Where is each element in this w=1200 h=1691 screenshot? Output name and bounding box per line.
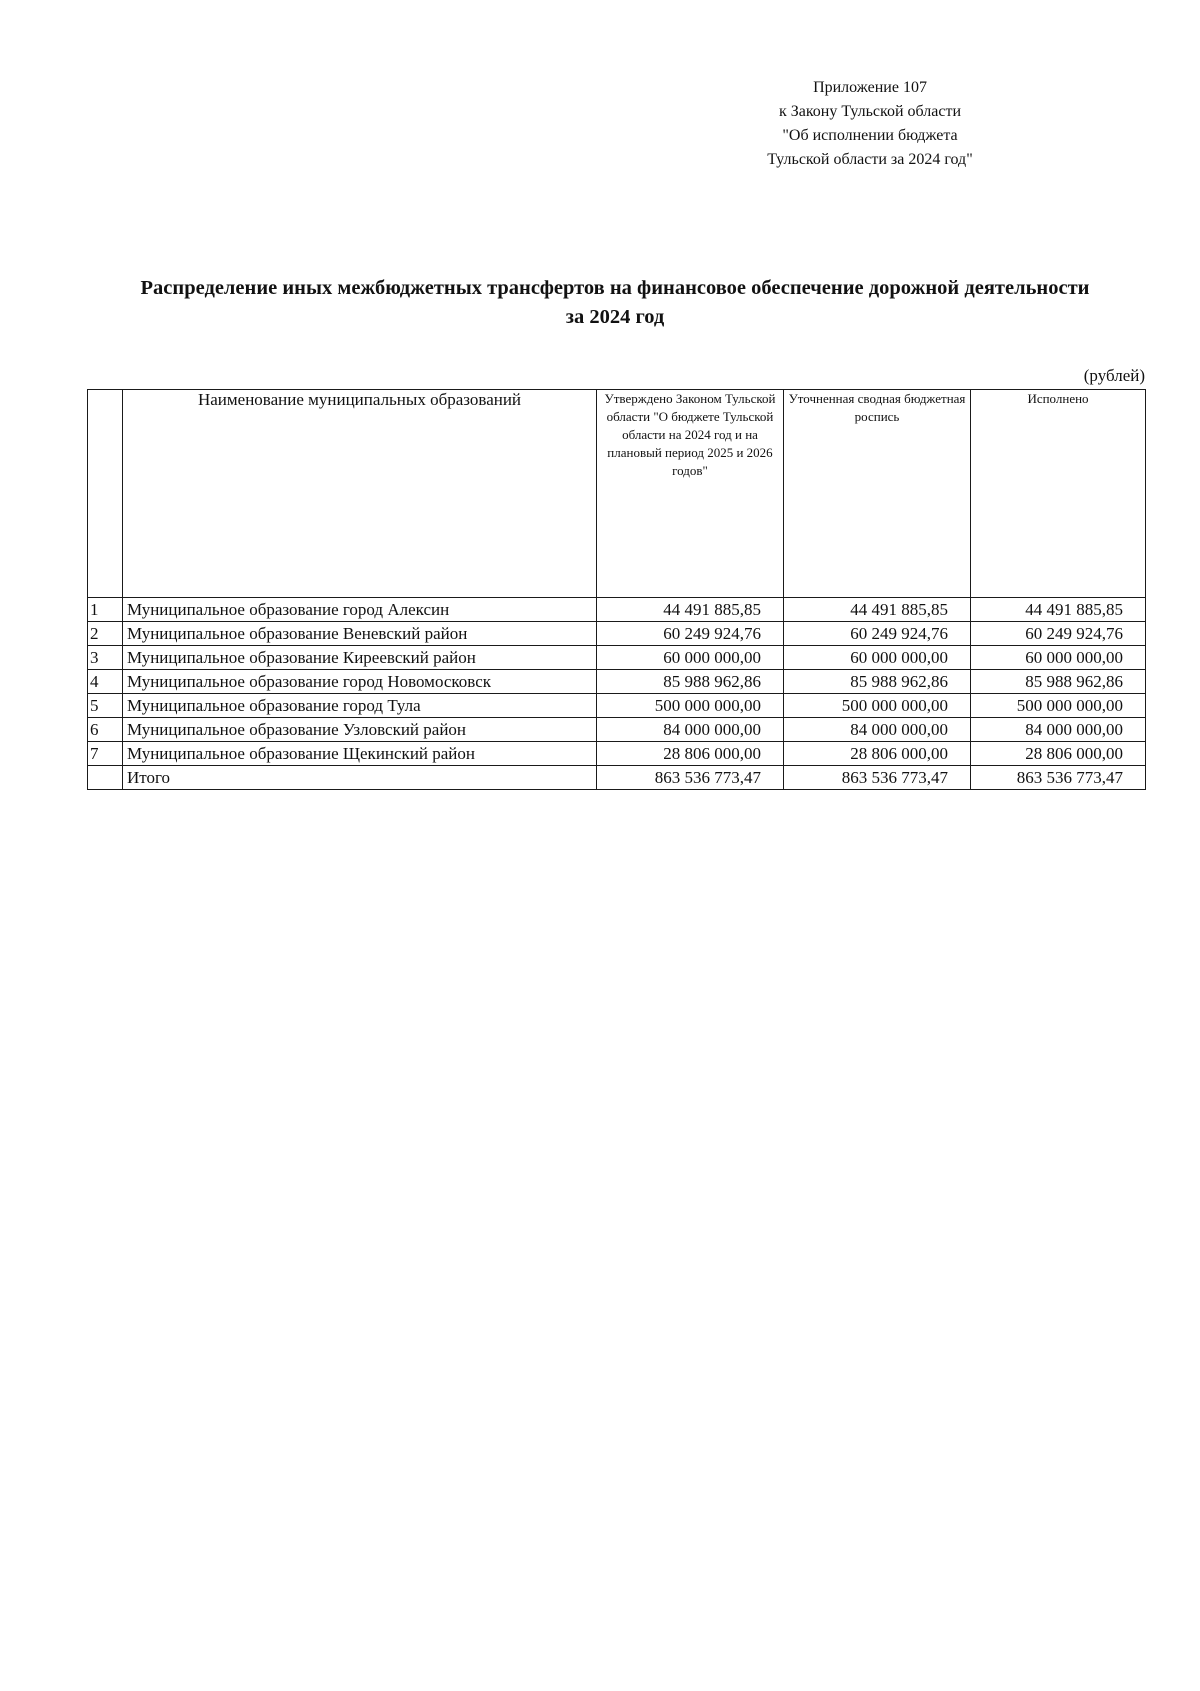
row-number: 6 (88, 718, 123, 742)
units-label: (рублей) (1083, 366, 1145, 385)
row-approved: 500 000 000,00 (597, 694, 784, 718)
table-row (88, 622, 1146, 646)
row-number: 2 (88, 622, 123, 646)
row-executed: 60 000 000,00 (971, 646, 1146, 670)
row-approved: 60 000 000,00 (597, 646, 784, 670)
row-approved: 60 249 924,76 (597, 622, 784, 646)
row-name: Муниципальное образование Узловский район (123, 718, 597, 742)
table-row (88, 598, 1146, 622)
row-name: Муниципальное образование Киреевский район (123, 646, 597, 670)
appendix-note (735, 76, 1005, 172)
appendix-line-1: Приложение 107 (813, 79, 927, 96)
table-row (88, 694, 1146, 718)
total-refined: 863 536 773,47 (784, 766, 971, 790)
row-executed: 500 000 000,00 (971, 694, 1146, 718)
total-label: Итого (123, 766, 597, 790)
table-row (88, 670, 1146, 694)
row-number: 1 (88, 598, 123, 622)
row-approved: 28 806 000,00 (597, 742, 784, 766)
header-executed: Исполнено (971, 390, 1146, 598)
header-approved: Утверждено Законом Тульской области "О бюджете Тульской области на 2024 год и на плановый период 2025 и 2026 годов" (597, 390, 784, 598)
row-number: 5 (88, 694, 123, 718)
header-name: Наименование муниципальных образований (123, 390, 597, 598)
appendix-line-2: к Закону Тульской области (778, 103, 962, 120)
row-number: 7 (88, 742, 123, 766)
row-refined: 44 491 885,85 (784, 598, 971, 622)
table-row (88, 718, 1146, 742)
row-approved: 84 000 000,00 (597, 718, 784, 742)
appendix-line-3: "Об исполнении бюджета (782, 127, 958, 144)
row-number: 3 (88, 646, 123, 670)
total-approved: 863 536 773,47 (597, 766, 784, 790)
row-refined: 28 806 000,00 (784, 742, 971, 766)
appendix-line-4: Тульской области за 2024 год" (767, 151, 973, 168)
total-executed: 863 536 773,47 (971, 766, 1146, 790)
row-name: Муниципальное образование Щекинский район (123, 742, 597, 766)
row-name: Муниципальное образование город Тула (123, 694, 597, 718)
row-executed: 28 806 000,00 (971, 742, 1146, 766)
row-refined: 500 000 000,00 (784, 694, 971, 718)
row-name: Муниципальное образование город Новомосковск (123, 670, 597, 694)
row-name: Муниципальное образование Веневский район (123, 622, 597, 646)
row-approved: 85 988 962,86 (597, 670, 784, 694)
row-refined: 60 000 000,00 (784, 646, 971, 670)
header-refined: Уточненная сводная бюджетная роспись (784, 390, 971, 598)
row-refined: 84 000 000,00 (784, 718, 971, 742)
table-header-row (88, 390, 1146, 598)
row-refined: 60 249 924,76 (784, 622, 971, 646)
row-approved: 44 491 885,85 (597, 598, 784, 622)
row-number: 4 (88, 670, 123, 694)
row-name: Муниципальное образование город Алексин (123, 598, 597, 622)
transfers-table (87, 389, 1146, 790)
row-executed: 44 491 885,85 (971, 598, 1146, 622)
row-executed: 85 988 962,86 (971, 670, 1146, 694)
document-title (60, 274, 1170, 332)
title-line-2: за 2024 год (565, 306, 665, 328)
table-row (88, 646, 1146, 670)
row-executed: 60 249 924,76 (971, 622, 1146, 646)
header-num (88, 390, 123, 598)
total-number (88, 766, 123, 790)
table-total-row (88, 766, 1146, 790)
row-executed: 84 000 000,00 (971, 718, 1146, 742)
title-line-1: Распределение иных межбюджетных трансфертов на финансовое обеспечение дорожной деятельности (140, 277, 1090, 299)
table-row (88, 742, 1146, 766)
row-refined: 85 988 962,86 (784, 670, 971, 694)
